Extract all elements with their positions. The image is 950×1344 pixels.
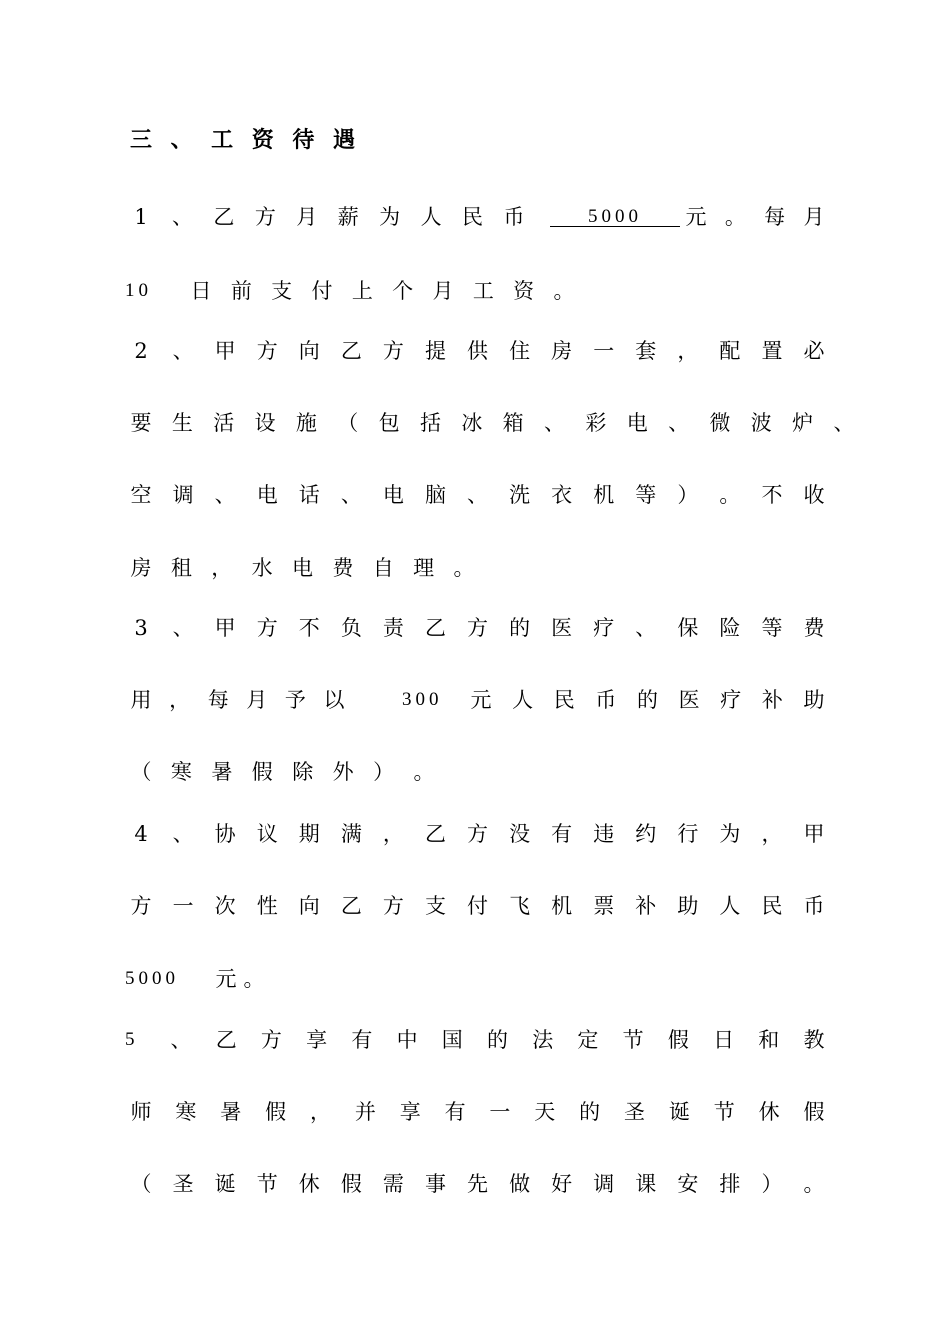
item-3-line-2-suffix: 元 人 民 币 的 医 疗 补 助	[470, 688, 825, 712]
item-5-line-3: （ 圣 诞 节 休 假 需 事 先 做 好 调 课 安 排 ） 。	[130, 1172, 825, 1196]
item-5-number: 5	[125, 1029, 139, 1050]
item-4-line-3: 元 。	[215, 967, 265, 991]
salary-blank: 5000	[550, 197, 680, 237]
medical-subsidy-amount: 300	[402, 689, 443, 710]
item-2-line-2: 要 生 活 设 施 （ 包 括 冰 箱 、 彩 电 、 微 波 炉 、	[130, 411, 855, 435]
item-1-line-1-suffix: 元 。 每 月	[685, 205, 825, 229]
item-2-line-1: 2 、 甲 方 向 乙 方 提 供 住 房 一 套 ， 配 置 必	[134, 339, 825, 363]
item-5-line-1: 、 乙 方 享 有 中 国 的 法 定 节 假 日 和 教	[170, 1028, 825, 1052]
item-3-line-1: 3 、 甲 方 不 负 责 乙 方 的 医 疗 、 保 险 等 费	[134, 616, 825, 640]
item-5-line-2: 师 寒 暑 假 ， 并 享 有 一 天 的 圣 诞 节 休 假	[130, 1100, 825, 1124]
item-3-line-3: （ 寒 暑 假 除 外 ） 。	[130, 760, 435, 784]
item-2-line-4: 房 租 ， 水 电 费 自 理 。	[130, 556, 475, 580]
item-1-line-2: 日 前 支 付 上 个 月 工 资 。	[190, 279, 575, 303]
airfare-subsidy-amount: 5000	[125, 968, 179, 989]
section-heading: 三 、 工 资 待 遇	[129, 127, 355, 153]
item-1-line-1-prefix: 1 、 乙 方 月 薪 为 人 民 币	[134, 205, 525, 229]
item-4-line-1: 4 、 协 议 期 满 ， 乙 方 没 有 违 约 行 为 ， 甲	[134, 822, 825, 846]
item-3-line-2-prefix: 用 ， 每 月 予 以	[130, 688, 345, 712]
item-1-day-number: 10	[125, 280, 152, 301]
item-4-line-2: 方 一 次 性 向 乙 方 支 付 飞 机 票 补 助 人 民 币	[130, 894, 825, 918]
item-2-line-3: 空 调 、 电 话 、 电 脑 、 洗 衣 机 等 ） 。 不 收	[130, 483, 825, 507]
